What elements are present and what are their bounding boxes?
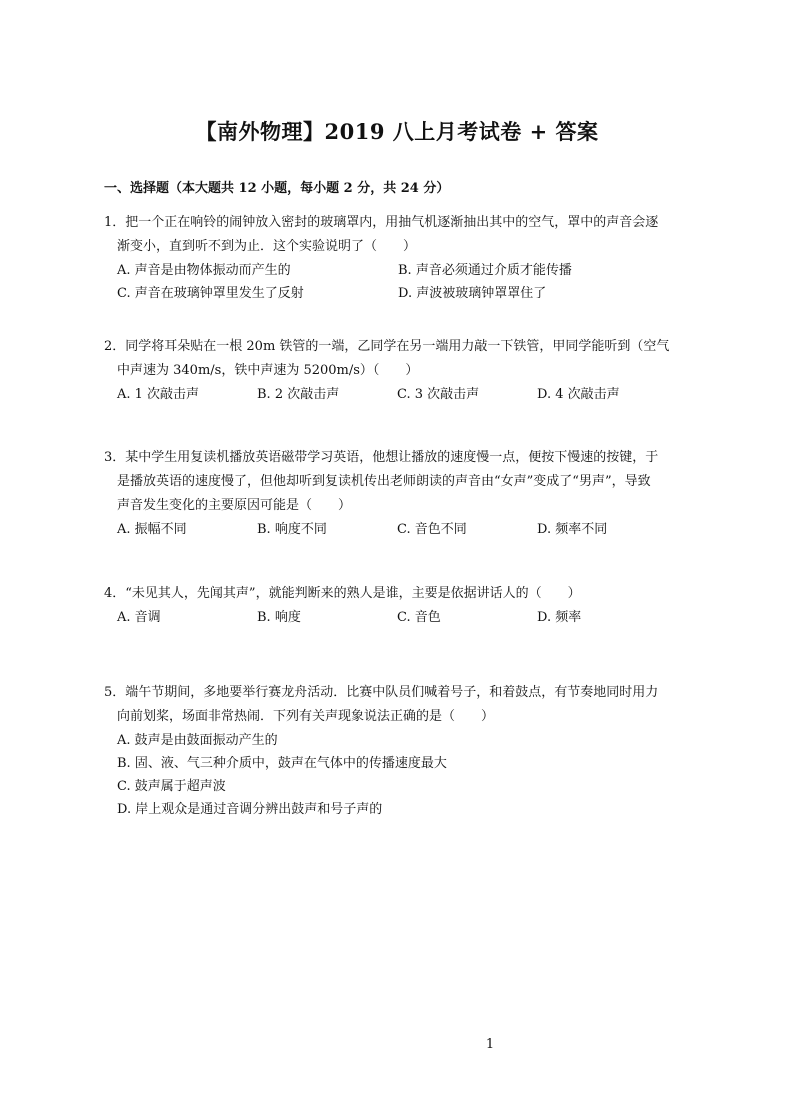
- question-stem-line: 2．同学将耳朵贴在一根 20m 铁管的一端，乙同学在另一端用力敲一下铁管，甲同学能听到（空气: [104, 339, 670, 354]
- options: [104, 729, 704, 821]
- option-c: C. 3 次敲击声: [397, 387, 480, 402]
- page-number: 1: [485, 1037, 495, 1052]
- question-5: [104, 681, 704, 821]
- question-stem-line: 向前划桨，场面非常热闹．下列有关声现象说法正确的是（ ）: [117, 709, 495, 724]
- question-stem-line: 1．把一个正在响铃的闹钟放入密封的玻璃罩内，用抽气机逐渐抽出其中的空气，罩中的声音会逐: [104, 215, 659, 230]
- question-stem-line: 声音发生变化的主要原因可能是（ ）: [117, 498, 352, 513]
- option-a: A. 振幅不同: [117, 522, 187, 537]
- question-4: [104, 582, 704, 629]
- question-stem-line: 5．端午节期间，多地要举行赛龙舟活动．比赛中队员们喊着号子，和着鼓点，有节奏地同时用力: [104, 685, 659, 700]
- question-stem-line: 4．“未见其人，先闻其声”，就能判断来的熟人是谁，主要是依据讲话人的（ ）: [104, 586, 581, 601]
- option-b: B. 2 次敲击声: [257, 387, 340, 402]
- option-a: A. 鼓声是由鼓面振动产生的: [117, 733, 278, 748]
- options: [104, 606, 704, 629]
- options: [104, 259, 704, 305]
- question-1: [104, 211, 704, 305]
- question-2: [104, 335, 704, 406]
- question-stem-line: 渐变小，直到听不到为止．这个实验说明了（ ）: [117, 239, 417, 254]
- option-a: A. 音调: [117, 610, 161, 625]
- question-stem-line: 中声速为 340m/s，铁中声速为 5200m/s）（ ）: [117, 363, 419, 378]
- option-d: D. 频率不同: [537, 522, 608, 537]
- option-b: B. 声音必须通过介质才能传播: [398, 263, 572, 278]
- question-3: [104, 446, 704, 541]
- question-stem-line: 是播放英语的速度慢了，但他却听到复读机传出老师朗读的声音由“女声”变成了“男声”，导致: [117, 474, 651, 489]
- option-a: A. 1 次敲击声: [117, 387, 200, 402]
- option-d: D. 岸上观众是通过音调分辨出鼓声和号子声的: [117, 802, 383, 817]
- option-d: D. 频率: [537, 610, 582, 625]
- question-stem-line: 3．某中学生用复读机播放英语磁带学习英语，他想让播放的速度慢一点，便按下慢速的按键，于: [104, 450, 659, 465]
- section-heading: 一、选择题（本大题共 12 小题，每小题 2 分，共 24 分）: [104, 181, 450, 196]
- option-d: D. 4 次敲击声: [537, 387, 620, 402]
- option-c: C. 声音在玻璃钟罩里发生了反射: [117, 286, 304, 301]
- option-d: D. 声波被玻璃钟罩罩住了: [398, 286, 547, 301]
- option-b: B. 响度: [257, 610, 301, 625]
- option-c: C. 鼓声属于超声波: [117, 779, 226, 794]
- option-c: C. 音色不同: [397, 522, 467, 537]
- options: [104, 383, 704, 406]
- page-title: 【南外物理】2019 八上月考试卷 + 答案: [195, 119, 599, 144]
- option-c: C. 音色: [397, 610, 441, 625]
- option-b: B. 固、液、气三种介质中，鼓声在气体中的传播速度最大: [117, 756, 447, 771]
- option-a: A. 声音是由物体振动而产生的: [117, 263, 291, 278]
- option-b: B. 响度不同: [257, 522, 327, 537]
- options: [104, 518, 704, 541]
